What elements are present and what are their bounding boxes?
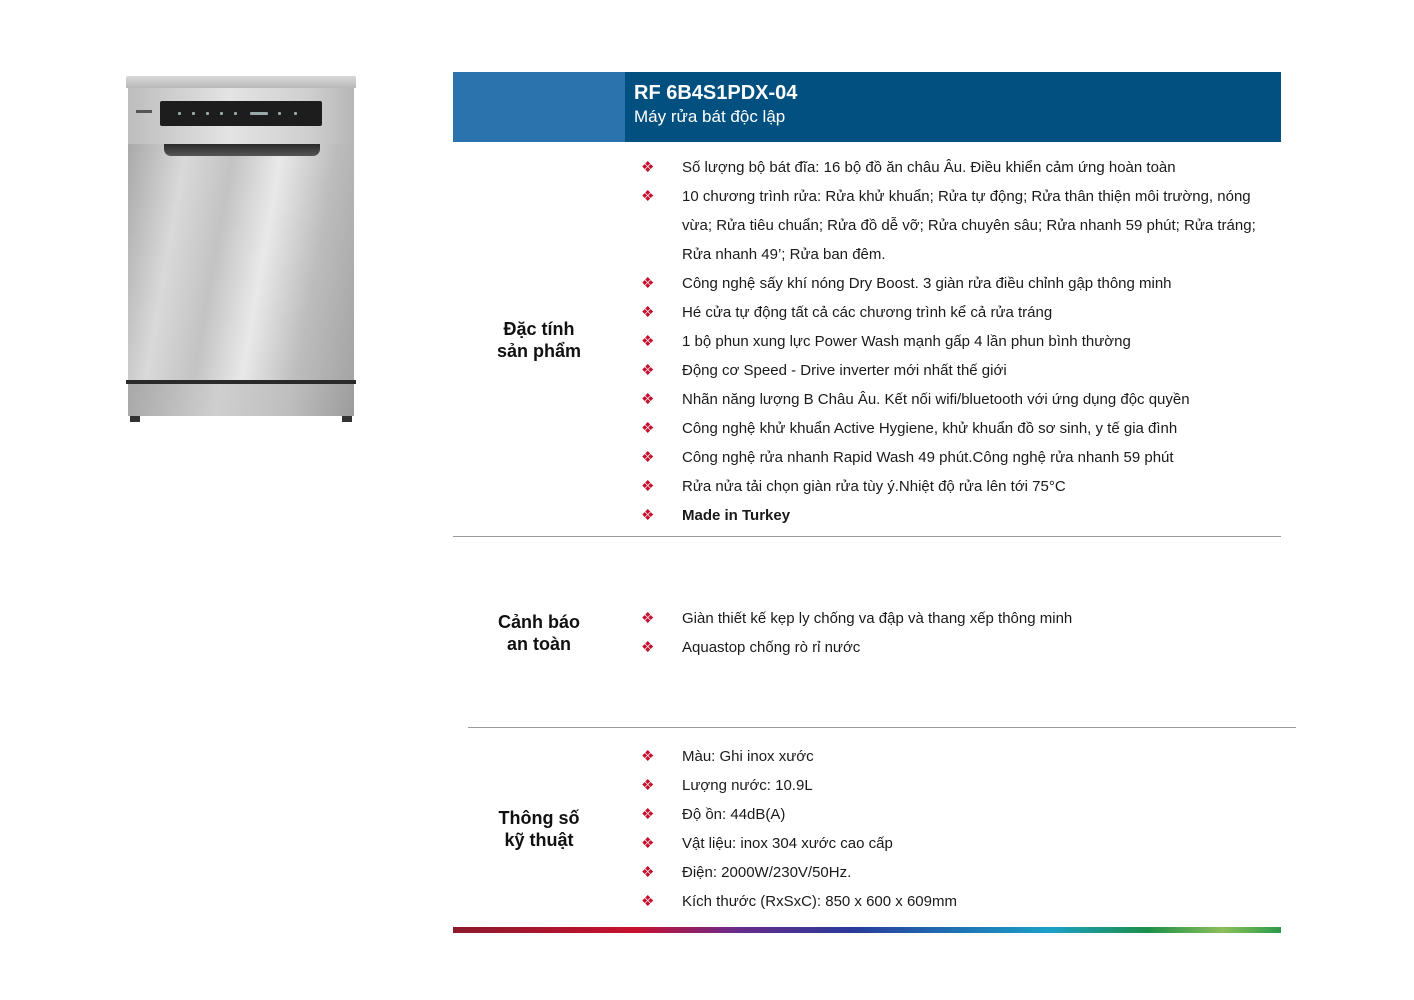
product-model: RF 6B4S1PDX-04 [634,82,798,104]
diamond-bullet-icon: ❖ [641,188,655,205]
features-list [640,153,1260,530]
list-item: ❖ Aquastop chống rò rỉ nước [640,633,1280,662]
dishwasher-foot [130,416,140,422]
diamond-bullet-icon: ❖ [641,507,655,524]
diamond-bullet-icon: ❖ [641,333,655,350]
section-label-safety: Cảnh báo an toàn [497,612,580,654]
dishwasher-door [128,144,354,380]
section-label-specs: Thông số kỹ thuật [498,808,580,850]
list-item: ❖ Kích thước (RxSxC): 850 x 600 x 609mm [640,887,1280,916]
diamond-bullet-icon: ❖ [641,777,655,794]
product-image-dishwasher [126,76,356,422]
diamond-bullet-icon: ❖ [641,835,655,852]
list-item: ❖ 10 chương trình rửa: Rửa khử khuẩn; Rửa tự động; Rửa thân thiện môi trường, nóng vừa; Rửa tiêu chuẩn; Rửa đồ dễ vỡ; Rửa chuyên sâu; Rửa nhanh 59 phút; Rửa tráng; Rửa nhanh 49’; Rửa ban đêm. [640,182,1260,269]
diamond-bullet-icon: ❖ [641,806,655,823]
list-item: ❖ Độ ồn: 44dB(A) [640,800,1280,829]
list-item: ❖ Màu: Ghi inox xước [640,742,1280,771]
section-divider [453,536,1281,537]
list-item: ❖ Giàn thiết kế kẹp ly chống va đập và thang xếp thông minh [640,604,1280,633]
diamond-bullet-icon: ❖ [641,610,655,627]
list-item-origin: ❖ Made in Turkey [640,501,1260,530]
diamond-bullet-icon: ❖ [641,748,655,765]
list-item: ❖ Rửa nửa tải chọn giàn rửa tùy ý.Nhiệt độ rửa lên tới 75°C [640,472,1260,501]
diamond-bullet-icon: ❖ [641,893,655,910]
list-item: ❖ Công nghệ sấy khí nóng Dry Boost. 3 giàn rửa điều chỉnh gập thông minh [640,269,1260,298]
list-item: ❖ 1 bộ phun xung lực Power Wash mạnh gấp 4 lần phun bình thường [640,327,1260,356]
diamond-bullet-icon: ❖ [641,639,655,656]
section-divider [468,727,1296,728]
list-item: ❖ Nhãn năng lượng B Châu Âu. Kết nối wifi/bluetooth với ứng dụng độc quyền [640,385,1260,414]
list-item: ❖ Số lượng bộ bát đĩa: 16 bộ đồ ăn châu Âu. Điều khiển cảm ứng hoàn toàn [640,153,1260,182]
dishwasher-base [128,384,354,416]
diamond-bullet-icon: ❖ [641,420,655,437]
list-item: ❖ Điện: 2000W/230V/50Hz. [640,858,1280,887]
list-item: ❖ Lượng nước: 10.9L [640,771,1280,800]
dishwasher-foot [342,416,352,422]
list-item: ❖ Động cơ Speed - Drive inverter mới nhất thế giới [640,356,1260,385]
section-label-features: Đặc tính sản phẩm [496,319,582,361]
diamond-bullet-icon: ❖ [641,391,655,408]
list-item: ❖ Công nghệ khử khuẩn Active Hygiene, khử khuẩn đồ sơ sinh, y tế gia đình [640,414,1260,443]
diamond-bullet-icon: ❖ [641,478,655,495]
diamond-bullet-icon: ❖ [641,159,655,176]
brand-color-bar [453,927,1281,933]
dishwasher-handle [164,144,320,156]
product-subtitle: Máy rửa bát độc lập [634,107,786,126]
diamond-bullet-icon: ❖ [641,362,655,379]
diamond-bullet-icon: ❖ [641,864,655,881]
dishwasher-display [160,101,322,126]
safety-list [640,604,1280,662]
diamond-bullet-icon: ❖ [641,449,655,466]
specs-list [640,742,1280,916]
brand-logo-mark [136,110,152,113]
list-item: ❖ Vật liệu: inox 304 xước cao cấp [640,829,1280,858]
list-item: ❖ Hé cửa tự động tất cả các chương trình kể cả rửa tráng [640,298,1260,327]
header-band-left [453,72,625,142]
diamond-bullet-icon: ❖ [641,304,655,321]
list-item: ❖ Công nghệ rửa nhanh Rapid Wash 49 phút.Công nghệ rửa nhanh 59 phút [640,443,1260,472]
dishwasher-control-panel [128,88,354,144]
dishwasher-top [126,76,356,88]
diamond-bullet-icon: ❖ [641,275,655,292]
